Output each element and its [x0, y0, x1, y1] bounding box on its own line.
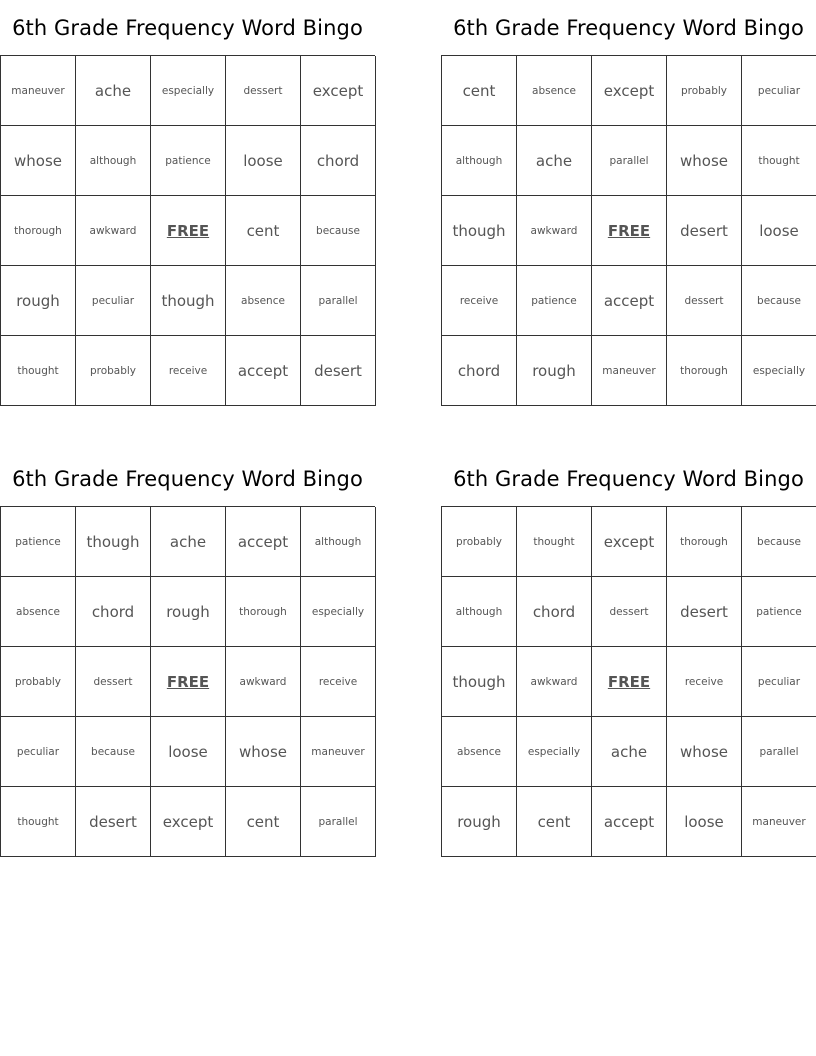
- bingo-cell: thought: [1, 336, 76, 406]
- free-space-cell: FREE: [151, 647, 226, 717]
- bingo-cell: whose: [1, 126, 76, 196]
- bingo-grid: [0, 506, 375, 857]
- bingo-grid: [441, 506, 816, 857]
- bingo-cell: thorough: [667, 507, 742, 577]
- bingo-cell: except: [301, 56, 376, 126]
- bingo-cell: except: [592, 507, 667, 577]
- bingo-cell: especially: [742, 336, 816, 406]
- bingo-cell: receive: [442, 266, 517, 336]
- bingo-cell: although: [76, 126, 151, 196]
- card-title: 6th Grade Frequency Word Bingo: [453, 467, 804, 491]
- card-title: 6th Grade Frequency Word Bingo: [453, 16, 804, 40]
- bingo-cell: patience: [1, 507, 76, 577]
- bingo-cell: thought: [517, 507, 592, 577]
- bingo-cell: receive: [667, 647, 742, 717]
- bingo-cell: although: [442, 577, 517, 647]
- bingo-cell: absence: [226, 266, 301, 336]
- free-space-cell: FREE: [151, 196, 226, 266]
- bingo-cell: ache: [151, 507, 226, 577]
- bingo-cell: awkward: [517, 196, 592, 266]
- bingo-cell: probably: [667, 56, 742, 126]
- bingo-cell: dessert: [667, 266, 742, 336]
- bingo-cell: dessert: [592, 577, 667, 647]
- bingo-cell: chord: [517, 577, 592, 647]
- bingo-cell: probably: [442, 507, 517, 577]
- bingo-cell: thorough: [1, 196, 76, 266]
- bingo-cell: peculiar: [1, 717, 76, 787]
- bingo-cell: though: [442, 196, 517, 266]
- bingo-card-1: [0, 0, 375, 406]
- bingo-cell: absence: [442, 717, 517, 787]
- bingo-cell: awkward: [226, 647, 301, 717]
- bingo-cell: ache: [592, 717, 667, 787]
- bingo-cell: loose: [742, 196, 816, 266]
- bingo-cell: cent: [226, 196, 301, 266]
- bingo-cell: maneuver: [592, 336, 667, 406]
- bingo-cell: receive: [301, 647, 376, 717]
- bingo-cell: absence: [517, 56, 592, 126]
- bingo-cell: although: [301, 507, 376, 577]
- bingo-cell: because: [301, 196, 376, 266]
- bingo-cell: dessert: [76, 647, 151, 717]
- bingo-cell: chord: [76, 577, 151, 647]
- bingo-cell: chord: [442, 336, 517, 406]
- bingo-cell: patience: [742, 577, 816, 647]
- bingo-cell: ache: [76, 56, 151, 126]
- bingo-cell: cent: [442, 56, 517, 126]
- bingo-cell: because: [742, 266, 816, 336]
- bingo-cell: desert: [301, 336, 376, 406]
- free-space-cell: FREE: [592, 647, 667, 717]
- bingo-cell: parallel: [301, 787, 376, 857]
- bingo-cell: peculiar: [76, 266, 151, 336]
- card-title: 6th Grade Frequency Word Bingo: [12, 467, 363, 491]
- bingo-cell: rough: [517, 336, 592, 406]
- bingo-grid: [441, 55, 816, 406]
- bingo-cell: though: [442, 647, 517, 717]
- bingo-cell: thought: [1, 787, 76, 857]
- bingo-cell: especially: [301, 577, 376, 647]
- bingo-cell: maneuver: [301, 717, 376, 787]
- bingo-card-2: [441, 0, 816, 406]
- bingo-cell: thorough: [226, 577, 301, 647]
- bingo-cell: whose: [667, 717, 742, 787]
- bingo-cell: maneuver: [742, 787, 816, 857]
- bingo-cell: cent: [226, 787, 301, 857]
- bingo-cell: except: [151, 787, 226, 857]
- bingo-cell: accept: [592, 787, 667, 857]
- bingo-cell: although: [442, 126, 517, 196]
- bingo-cell: except: [592, 56, 667, 126]
- bingo-cell: because: [742, 507, 816, 577]
- bingo-cell: accept: [592, 266, 667, 336]
- bingo-cell: though: [151, 266, 226, 336]
- bingo-cell: accept: [226, 336, 301, 406]
- bingo-card-3: [0, 451, 375, 857]
- bingo-cell: accept: [226, 507, 301, 577]
- free-space-cell: FREE: [592, 196, 667, 266]
- bingo-cell: thought: [742, 126, 816, 196]
- bingo-cell: patience: [517, 266, 592, 336]
- bingo-cell: maneuver: [1, 56, 76, 126]
- bingo-cell: especially: [151, 56, 226, 126]
- bingo-cell: desert: [76, 787, 151, 857]
- card-title: 6th Grade Frequency Word Bingo: [12, 16, 363, 40]
- bingo-cell: peculiar: [742, 647, 816, 717]
- bingo-cell: though: [76, 507, 151, 577]
- bingo-cell: because: [76, 717, 151, 787]
- bingo-cell: rough: [151, 577, 226, 647]
- bingo-cell: awkward: [517, 647, 592, 717]
- bingo-cell: whose: [226, 717, 301, 787]
- bingo-cell: especially: [517, 717, 592, 787]
- bingo-cell: loose: [226, 126, 301, 196]
- bingo-cell: ache: [517, 126, 592, 196]
- bingo-cell: peculiar: [742, 56, 816, 126]
- bingo-cell: desert: [667, 577, 742, 647]
- bingo-cell: chord: [301, 126, 376, 196]
- bingo-cell: patience: [151, 126, 226, 196]
- bingo-cell: loose: [151, 717, 226, 787]
- bingo-cell: rough: [1, 266, 76, 336]
- bingo-cell: probably: [1, 647, 76, 717]
- bingo-cell: parallel: [592, 126, 667, 196]
- bingo-cell: receive: [151, 336, 226, 406]
- bingo-cell: dessert: [226, 56, 301, 126]
- bingo-cell: parallel: [742, 717, 816, 787]
- bingo-cell: absence: [1, 577, 76, 647]
- bingo-grid: [0, 55, 375, 406]
- bingo-card-4: [441, 451, 816, 857]
- bingo-cell: cent: [517, 787, 592, 857]
- bingo-cell: parallel: [301, 266, 376, 336]
- bingo-cell: awkward: [76, 196, 151, 266]
- bingo-cell: probably: [76, 336, 151, 406]
- bingo-cell: whose: [667, 126, 742, 196]
- bingo-cell: thorough: [667, 336, 742, 406]
- bingo-cell: loose: [667, 787, 742, 857]
- bingo-cell: desert: [667, 196, 742, 266]
- bingo-cell: rough: [442, 787, 517, 857]
